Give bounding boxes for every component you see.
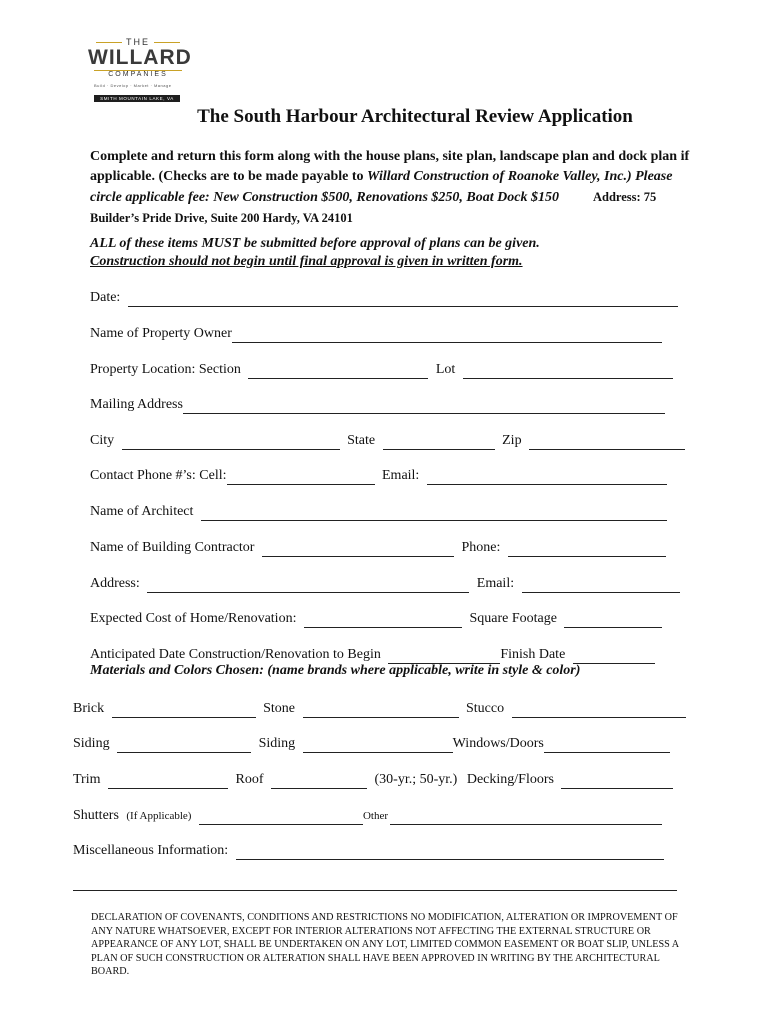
- trim-field[interactable]: [108, 774, 228, 789]
- windows-label: Windows/Doors: [452, 736, 544, 751]
- zip-label: Zip: [502, 433, 522, 448]
- intro-paragraph: [90, 147, 690, 229]
- shutters-field[interactable]: [199, 810, 363, 825]
- decking-field[interactable]: [561, 774, 673, 789]
- begin-label: Anticipated Date Construction/Renovation to Begin: [90, 647, 381, 662]
- stucco-field[interactable]: [512, 703, 686, 718]
- date-field[interactable]: [128, 292, 678, 307]
- company-logo: [88, 34, 192, 106]
- misc-field[interactable]: [236, 845, 664, 860]
- intro-payee: Willard Construction of Roanoke Valley, Inc.) Please circle applicable fee: New Construction $500, Renovations $250, Boat Dock $150: [90, 169, 673, 205]
- siding-field-2[interactable]: [303, 738, 453, 753]
- siding-label-2: Siding: [258, 736, 296, 751]
- contact-row: [90, 467, 667, 485]
- declaration-text: DECLARATION OF COVENANTS, CONDITIONS AND RESTRICTIONS NO MODIFICATION, ALTERATION OR IMPROVEMENT OF ANY NATURE WHATSOEVER, EXCEPT FOR INTERIOR ALTERATIONS NOT AFFECTING THE EXTERNAL STRUCTURE OR APPEARANCE OF ANY LOT, SHALL BE UNDERTAKEN ON ANY LOT, LIMITED COMMON EASEMENT OR BOAT SLIP, UNLESS A PLAN OF SUCH CONSTRUCTION OR ALTERATION SHALL HAVE BEEN APPROVED IN WRITING BY THE ARCHITECTURAL BOARD.: [91, 912, 679, 977]
- intro-text: Complete and return this form along with the house plans, site plan, landscape plan and dock plan if applicable. (Checks are to be made payable to: [90, 149, 690, 184]
- roof-field[interactable]: [271, 774, 367, 789]
- cell-field[interactable]: [227, 470, 375, 485]
- shutters-note: (If Applicable): [126, 810, 192, 822]
- shutters-row: [73, 807, 662, 825]
- contractor-row: [90, 539, 666, 557]
- finish-field[interactable]: [573, 649, 655, 664]
- logo-the: THE: [88, 37, 188, 47]
- state-label: State: [347, 433, 376, 448]
- roof-note: (30-yr.; 50-yr.): [374, 772, 458, 787]
- address-label: Address:: [90, 576, 140, 591]
- siding-label-1: Siding: [73, 736, 110, 751]
- trim-row: [73, 771, 673, 789]
- mailing-field[interactable]: [183, 399, 665, 414]
- city-field[interactable]: [122, 435, 340, 450]
- city-label: City: [90, 433, 115, 448]
- lot-label: Lot: [435, 362, 456, 377]
- contractor-address-row: [90, 575, 680, 593]
- shutters-label: Shutters: [73, 808, 119, 823]
- mailing-label: Mailing Address: [90, 397, 183, 412]
- stone-label: Stone: [263, 701, 295, 716]
- warning-block: [90, 235, 690, 271]
- logo-willard: WILLARD: [88, 46, 192, 69]
- owner-label: Name of Property Owner: [90, 326, 232, 341]
- date-label: Date:: [90, 290, 121, 305]
- contractor-field[interactable]: [262, 542, 454, 557]
- finish-label: Finish Date: [500, 647, 566, 662]
- logo-tagline: Build · Develop · Market · Manage: [94, 83, 172, 88]
- warning-line-2: Construction should not begin until final approval is given in written form.: [90, 254, 523, 269]
- city-row: [90, 432, 685, 450]
- architect-label: Name of Architect: [90, 504, 194, 519]
- section-field[interactable]: [248, 364, 428, 379]
- email-field[interactable]: [427, 470, 667, 485]
- windows-field[interactable]: [544, 738, 670, 753]
- email-label: Email:: [382, 468, 420, 483]
- phone-label: Phone:: [461, 540, 501, 555]
- section-label: Property Location: Section: [90, 362, 241, 377]
- misc-label: Miscellaneous Information:: [73, 843, 229, 858]
- email2-label: Email:: [476, 576, 515, 591]
- sqft-label: Square Footage: [469, 611, 557, 626]
- architect-row: [90, 503, 667, 521]
- stone-field[interactable]: [303, 703, 459, 718]
- misc-row: [73, 842, 664, 860]
- brick-row: [73, 700, 686, 718]
- decking-label: Decking/Floors: [466, 772, 554, 787]
- brick-label: Brick: [73, 701, 105, 716]
- trim-label: Trim: [73, 772, 101, 787]
- logo-companies: COMPANIES: [108, 71, 168, 78]
- warning-line-1: ALL of these items MUST be submitted before approval of plans can be given.: [90, 236, 540, 251]
- siding-field-1[interactable]: [117, 738, 251, 753]
- date-row: [90, 289, 678, 307]
- page-title: The South Harbour Architectural Review Application: [197, 106, 633, 127]
- mailing-address: Address: 75 Builder’s Pride Drive, Suite 200 Hardy, VA 24101: [90, 190, 657, 225]
- cost-field[interactable]: [304, 613, 462, 628]
- cost-row: [90, 610, 662, 628]
- dates-row: [90, 646, 655, 664]
- sqft-field[interactable]: [564, 613, 662, 628]
- contractor-label: Name of Building Contractor: [90, 540, 255, 555]
- brick-field[interactable]: [112, 703, 256, 718]
- logo-location-band: SMITH MOUNTAIN LAKE, VA: [94, 95, 180, 102]
- owner-field[interactable]: [232, 328, 662, 343]
- cell-label: Contact Phone #’s: Cell:: [90, 468, 227, 483]
- materials-heading: Materials and Colors Chosen: (name brands where applicable, write in style & color): [90, 663, 581, 678]
- stucco-label: Stucco: [466, 701, 505, 716]
- phone-field[interactable]: [508, 542, 666, 557]
- misc-field-continued[interactable]: [73, 890, 677, 891]
- other-label: Other: [362, 810, 388, 822]
- address-field[interactable]: [147, 578, 469, 593]
- state-field[interactable]: [383, 435, 495, 450]
- architect-field[interactable]: [201, 506, 667, 521]
- cost-label: Expected Cost of Home/Renovation:: [90, 611, 297, 626]
- mailing-row: [90, 396, 665, 414]
- owner-row: [90, 325, 662, 343]
- other-field[interactable]: [390, 810, 662, 825]
- begin-field[interactable]: [388, 649, 500, 664]
- location-row: [90, 361, 673, 379]
- lot-field[interactable]: [463, 364, 673, 379]
- siding-row: [73, 735, 670, 753]
- roof-label: Roof: [235, 772, 264, 787]
- email2-field[interactable]: [522, 578, 680, 593]
- zip-field[interactable]: [529, 435, 685, 450]
